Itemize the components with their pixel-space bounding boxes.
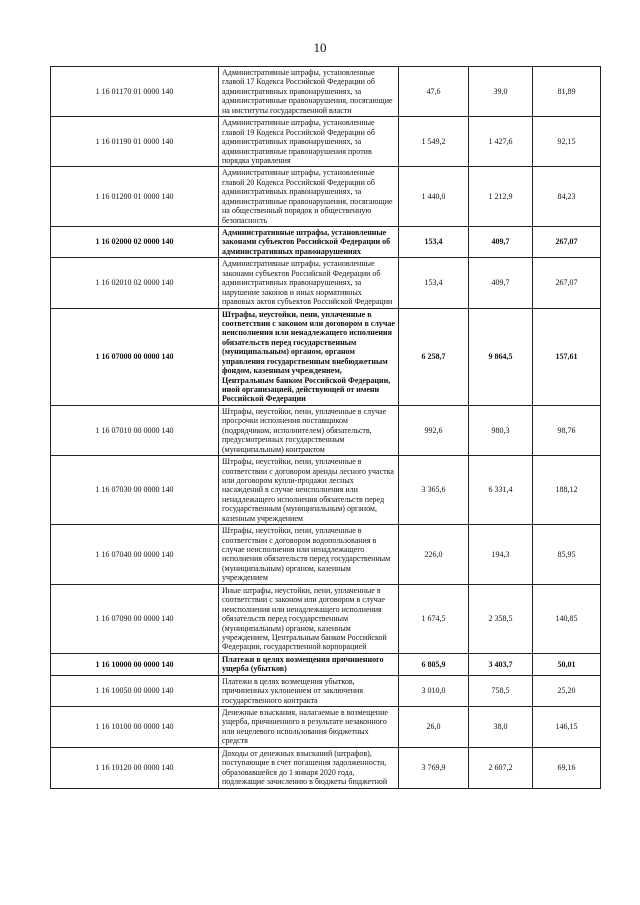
budget-code-cell: 1 16 07000 00 0000 140 bbox=[51, 308, 219, 405]
page-number: 10 bbox=[313, 40, 327, 55]
planned-value-cell: 1 674,5 bbox=[399, 584, 469, 653]
actual-value-cell: 2 358,5 bbox=[469, 584, 533, 653]
planned-value-cell: 6 258,7 bbox=[399, 308, 469, 405]
actual-value-cell: 194,3 bbox=[469, 525, 533, 585]
planned-value-cell: 153,4 bbox=[399, 258, 469, 308]
percent-cell: 85,95 bbox=[533, 525, 601, 585]
budget-code-cell: 1 16 10100 00 0000 140 bbox=[51, 707, 219, 748]
percent-cell: 146,15 bbox=[533, 707, 601, 748]
item-name-cell: Административные штрафы, установленные главой 20 Кодекса Российской Федерации об административных правонарушениях, за административные правонарушения, посягающие на общественный порядок и общественную безопасность bbox=[219, 167, 399, 227]
budget-code-cell: 1 16 10000 00 0000 140 bbox=[51, 653, 219, 675]
actual-value-cell: 39,0 bbox=[469, 67, 533, 117]
actual-value-cell: 9 864,5 bbox=[469, 308, 533, 405]
planned-value-cell: 47,6 bbox=[399, 67, 469, 117]
actual-value-cell: 758,5 bbox=[469, 675, 533, 706]
planned-value-cell: 6 805,9 bbox=[399, 653, 469, 675]
item-name-cell: Административные штрафы, установленные законами субъектов Российской Федерации об административных правонарушениях, за нарушение законов и иных нормативных правовых актов субъектов Российской Федерации bbox=[219, 258, 399, 308]
percent-cell: 267,07 bbox=[533, 227, 601, 258]
percent-cell: 50,01 bbox=[533, 653, 601, 675]
percent-cell: 92,15 bbox=[533, 117, 601, 167]
actual-value-cell: 3 403,7 bbox=[469, 653, 533, 675]
item-name-cell: Административные штрафы, установленные главой 17 Кодекса Российской Федерации об административных правонарушениях, за административные правонарушения, посягающие на институты государственной власти bbox=[219, 67, 399, 117]
planned-value-cell: 3 010,0 bbox=[399, 675, 469, 706]
percent-cell: 140,85 bbox=[533, 584, 601, 653]
budget-code-cell: 1 16 07090 00 0000 140 bbox=[51, 584, 219, 653]
budget-code-cell: 1 16 07030 00 0000 140 bbox=[51, 456, 219, 525]
planned-value-cell: 26,0 bbox=[399, 707, 469, 748]
table-row bbox=[51, 308, 601, 405]
actual-value-cell: 6 331,4 bbox=[469, 456, 533, 525]
budget-code-cell: 1 16 01190 01 0000 140 bbox=[51, 117, 219, 167]
table-row bbox=[51, 227, 601, 258]
item-name-cell: Административные штрафы, установленные законами субъектов Российской Федерации об административных правонарушениях bbox=[219, 227, 399, 258]
percent-cell: 188,12 bbox=[533, 456, 601, 525]
budget-code-cell: 1 16 02000 02 0000 140 bbox=[51, 227, 219, 258]
planned-value-cell: 3 769,9 bbox=[399, 747, 469, 788]
percent-cell: 267,07 bbox=[533, 258, 601, 308]
planned-value-cell: 1 549,2 bbox=[399, 117, 469, 167]
table-row bbox=[51, 258, 601, 308]
planned-value-cell: 153,4 bbox=[399, 227, 469, 258]
budget-code-cell: 1 16 10050 00 0000 140 bbox=[51, 675, 219, 706]
actual-value-cell: 980,3 bbox=[469, 405, 533, 455]
percent-cell: 84,23 bbox=[533, 167, 601, 227]
budget-revenue-table bbox=[50, 66, 601, 789]
actual-value-cell: 38,0 bbox=[469, 707, 533, 748]
budget-code-cell: 1 16 01200 01 0000 140 bbox=[51, 167, 219, 227]
table-row bbox=[51, 584, 601, 653]
budget-code-cell: 1 16 07010 00 0000 140 bbox=[51, 405, 219, 455]
item-name-cell: Административные штрафы, установленные главой 19 Кодекса Российской Федерации об административных правонарушениях, за административные правонарушения против порядка управления bbox=[219, 117, 399, 167]
table-row bbox=[51, 675, 601, 706]
item-name-cell: Платежи в целях возмещения убытков, причиненных уклонением от заключения государственного контракта bbox=[219, 675, 399, 706]
actual-value-cell: 1 212,9 bbox=[469, 167, 533, 227]
actual-value-cell: 1 427,6 bbox=[469, 117, 533, 167]
planned-value-cell: 1 440,0 bbox=[399, 167, 469, 227]
table-row bbox=[51, 456, 601, 525]
table-row bbox=[51, 117, 601, 167]
item-name-cell: Денежные взыскания, налагаемые в возмещение ущерба, причиненного в результате незаконного или нецелевого использования бюджетных средств bbox=[219, 707, 399, 748]
table-row bbox=[51, 67, 601, 117]
item-name-cell: Штрафы, неустойки, пени, уплаченные в соответствии с договором аренды лесного участка или договором купли-продажи лесных насаждений в случае неисполнения или ненадлежащего исполнения обязательств перед государственным (муниципальным) органом, казенным учреждением bbox=[219, 456, 399, 525]
percent-cell: 81,89 bbox=[533, 67, 601, 117]
planned-value-cell: 992,6 bbox=[399, 405, 469, 455]
budget-code-cell: 1 16 10120 00 0000 140 bbox=[51, 747, 219, 788]
item-name-cell: Доходы от денежных взысканий (штрафов), поступающие в счет погашения задолженности, образовавшейся до 1 января 2020 года, подлежащие зачислению в бюджеты бюджетной bbox=[219, 747, 399, 788]
table-row bbox=[51, 405, 601, 455]
actual-value-cell: 409,7 bbox=[469, 227, 533, 258]
item-name-cell: Штрафы, неустойки, пени, уплаченные в соответствии с договором водопользования в случае неисполнения или ненадлежащего исполнения обязательств перед государственным (муниципальным) органом, казенным учреждением bbox=[219, 525, 399, 585]
table-row bbox=[51, 707, 601, 748]
table-row bbox=[51, 653, 601, 675]
budget-code-cell: 1 16 02010 02 0000 140 bbox=[51, 258, 219, 308]
percent-cell: 98,76 bbox=[533, 405, 601, 455]
actual-value-cell: 409,7 bbox=[469, 258, 533, 308]
percent-cell: 25,20 bbox=[533, 675, 601, 706]
item-name-cell: Платежи в целях возмещения причиненного ущерба (убытков) bbox=[219, 653, 399, 675]
item-name-cell: Штрафы, неустойки, пени, уплаченные в случае просрочки исполнения поставщиком (подрядчиком, исполнителем) обязательств, предусмотренных государственным (муниципальным) контрактом bbox=[219, 405, 399, 455]
item-name-cell: Штрафы, неустойки, пени, уплаченные в соответствии с законом или договором в случае неисполнения или ненадлежащего исполнения обязательств перед государственным (муниципальным) органом, органом управления государственным внебюджетным фондом, казенным учреждением, Центральным банком Российской Федерации, иной организацией, действующей от имени Российской Федерации bbox=[219, 308, 399, 405]
percent-cell: 157,61 bbox=[533, 308, 601, 405]
budget-code-cell: 1 16 01170 01 0000 140 bbox=[51, 67, 219, 117]
table-row bbox=[51, 167, 601, 227]
table-row bbox=[51, 747, 601, 788]
actual-value-cell: 2 607,2 bbox=[469, 747, 533, 788]
planned-value-cell: 3 365,6 bbox=[399, 456, 469, 525]
table-row bbox=[51, 525, 601, 585]
planned-value-cell: 226,0 bbox=[399, 525, 469, 585]
budget-code-cell: 1 16 07040 00 0000 140 bbox=[51, 525, 219, 585]
item-name-cell: Иные штрафы, неустойки, пени, уплаченные в соответствии с законом или договором в случае неисполнения или ненадлежащего исполнения обязательств перед государственным (муниципальным) органом, казенным учреждением, Центральным банком Российской Федерации, государственной корпорацией bbox=[219, 584, 399, 653]
percent-cell: 69,16 bbox=[533, 747, 601, 788]
